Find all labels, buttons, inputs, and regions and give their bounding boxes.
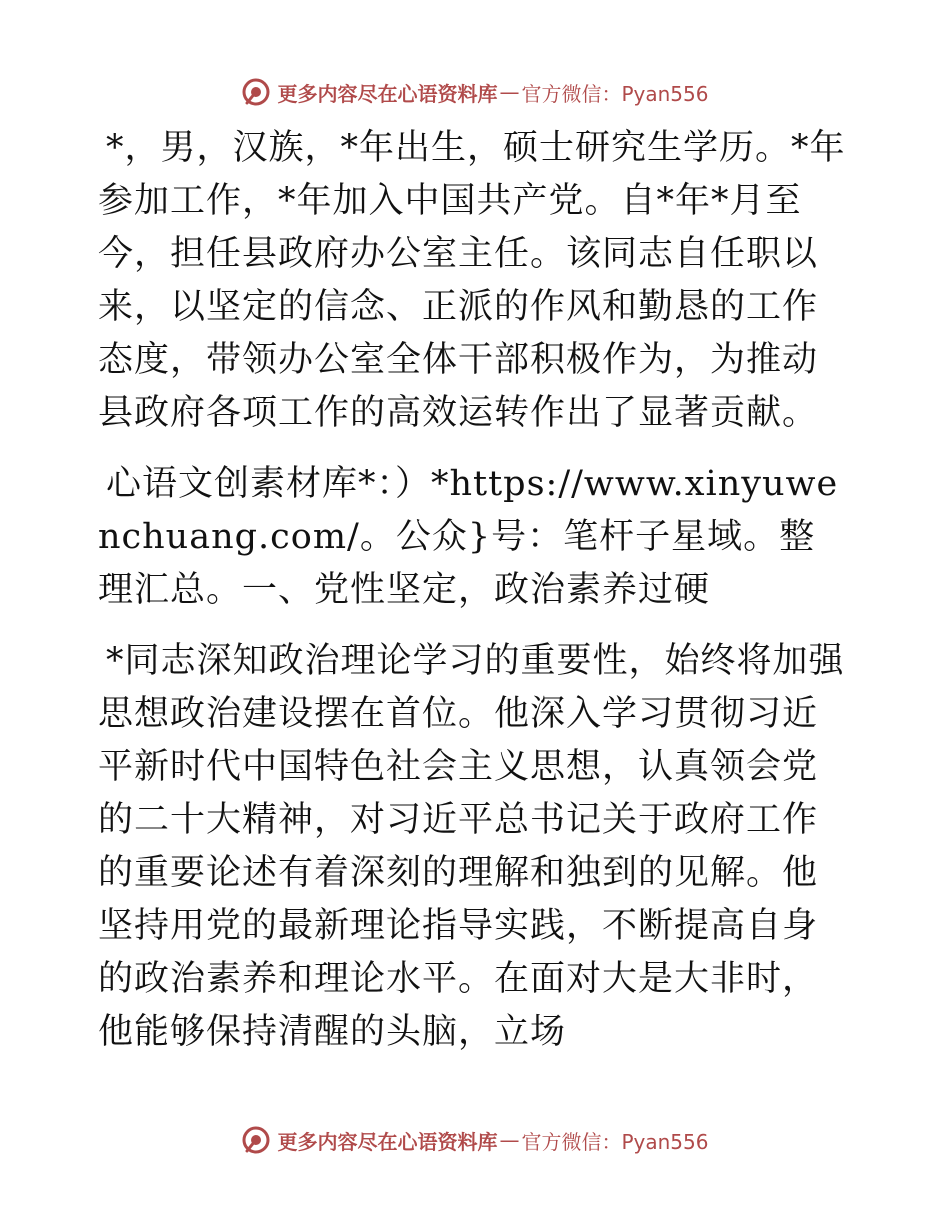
- header-banner-separator: —: [499, 80, 520, 104]
- paragraph-intro: *，男，汉族，*年出生，硕士研究生学历。*年参加工作，*年加入中国共产党。自*年*月至今，担任县政府办公室主任。该同志自任职以来，以坚定的信念、正派的作风和勤恳的工作态度，带领办公室全体干部积极作为，为推动县政府各项工作的高效运转作出了显著贡献。: [98, 128, 846, 433]
- pen-circle-logo-icon: [241, 1125, 271, 1155]
- document-body: [98, 122, 850, 1059]
- footer-banner-text: 更多内容尽在心语资料库: [277, 1129, 498, 1154]
- footer-banner: [0, 1120, 950, 1160]
- footer-banner-separator: —: [499, 1128, 520, 1152]
- header-banner: [0, 72, 950, 112]
- footer-banner-wechat: 官方微信：Pyan556: [521, 1129, 709, 1154]
- header-banner-text: 更多内容尽在心语资料库: [277, 81, 498, 106]
- header-banner-wechat: 官方微信：Pyan556: [521, 81, 709, 106]
- pen-circle-logo-icon: [241, 77, 271, 107]
- paragraph-political-quality: *同志深知政治理论学习的重要性，始终将加强思想政治建设摆在首位。他深入学习贯彻习近平新时代中国特色社会主义思想，认真领会党的二十大精神，对习近平总书记关于政府工作的重要论述有着深刻的理解和独到的见解。他坚持用党的最新理论指导实践，不断提高自身的政治素养和理论水平。在面对大是大非时，他能够保持清醒的头脑，立场: [98, 641, 845, 1052]
- paragraph-source-and-heading: 心语文创素材库*：）*https://www.xinyuwenchuang.com/。公众}号：笔杆子星域。整理汇总。一、党性坚定，政治素养过硬: [98, 464, 839, 610]
